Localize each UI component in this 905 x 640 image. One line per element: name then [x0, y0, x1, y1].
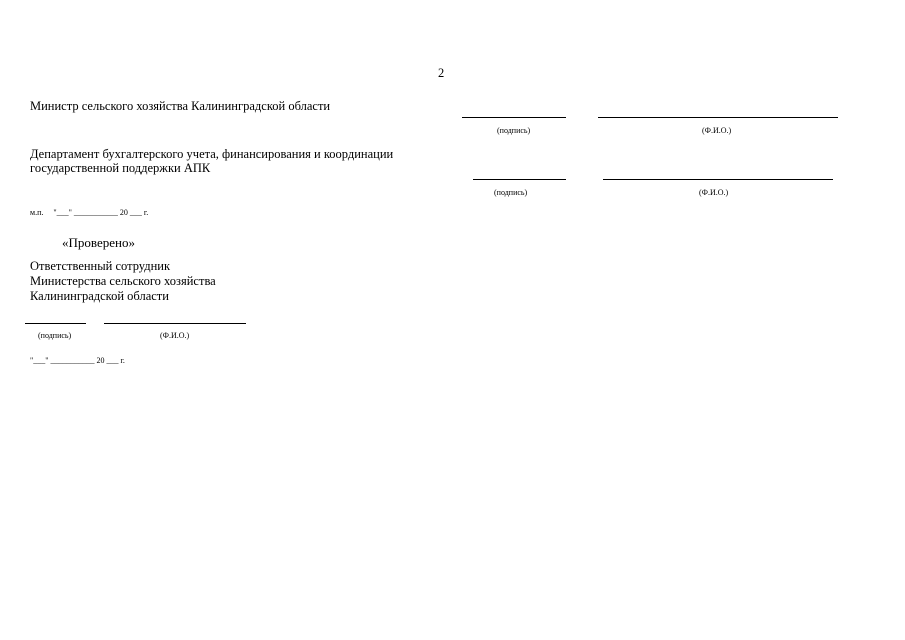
minister-signature-caption: (подпись): [497, 126, 531, 135]
verified-name-caption: (Ф.И.О.): [160, 331, 190, 340]
minister-name-line: [598, 117, 838, 118]
verified-name-line: [104, 323, 246, 324]
minister-title: Министр сельского хозяйства Калининградской области: [30, 99, 331, 113]
minister-signature-line: [462, 117, 566, 118]
department-title-line2: государственной поддержки АПК: [30, 161, 211, 175]
department-name-line: [603, 179, 833, 180]
department-title-line1: Департамент бухгалтерского учета, финансирования и координации: [30, 147, 394, 161]
department-signature-line: [473, 179, 566, 180]
minister-name-caption: (Ф.И.О.): [702, 126, 732, 135]
verified-date-line: "___" ___________ 20 ___ г.: [30, 356, 125, 365]
verified-position-line2: Министерства сельского хозяйства: [30, 274, 216, 288]
page-number: 2: [438, 66, 445, 80]
stamp-date-line: м.п. "___" ___________ 20 ___ г.: [30, 208, 149, 217]
department-name-caption: (Ф.И.О.): [699, 188, 729, 197]
verified-signature-line: [25, 323, 86, 324]
verified-signature-caption: (подпись): [38, 331, 72, 340]
verified-heading: «Проверено»: [62, 235, 135, 250]
department-signature-caption: (подпись): [494, 188, 528, 197]
verified-position-line1: Ответственный сотрудник: [30, 259, 171, 273]
verified-position-line3: Калининградской области: [30, 289, 169, 303]
